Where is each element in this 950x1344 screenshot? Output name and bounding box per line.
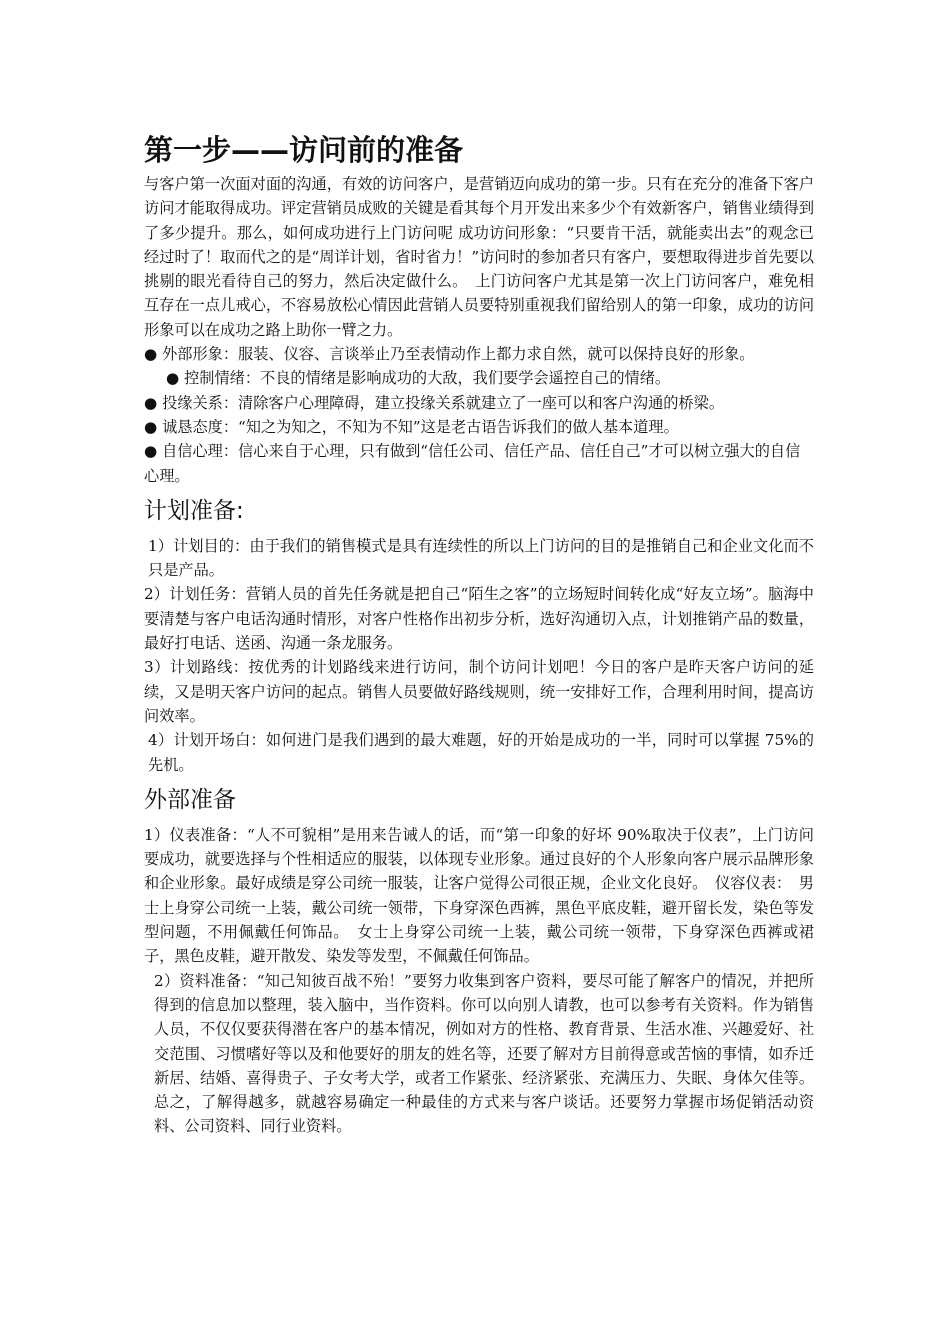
ext-item-materials: 2）资料准备：“知己知彼百战不殆！”要努力收集到客户资料，要尽可能了解客户的情况，并把所得到的信息加以整理，装入脑中，当作资料。你可以向别人请教，也可以参考有关资料。作为销售人员，不仅仅要获得潜在客户的基本情况，例如对方的性格、教育背景、生活水准、兴趣爱好、社交范围、习惯嗜好等以及和他要好的朋友的姓名等，还要了解对方目前得意或苦恼的事情，如乔迁新居、结婚、喜得贵子、子女考大学，或者工作紧张、经济紧张、充满压力、失眠、身体欠佳等。总之，了解得越多，就越容易确定一种最佳的方式来与客户谈话。还要努力掌握市场促销活动资料、公司资料、同行业资料。	[154, 971, 814, 1136]
bullet-emotion: ● 控制情绪：不良的情绪是影响成功的大敌，我们要学会遥控自己的情绪。	[166, 369, 671, 388]
bullet-appearance: ● 外部形象：服装、仪容、言谈举止乃至表情动作上都力求自然，就可以保持良好的形象。	[144, 345, 755, 364]
plan-item-opening: 4）计划开场白：如何进门是我们遇到的最大难题，好的开始是成功的一半，同时可以掌握 75%的先机。	[148, 731, 814, 774]
bullet-rapport: ● 投缘关系：清除客户心理障碍，建立投缘关系就建立了一座可以和客户沟通的桥梁。	[144, 393, 725, 412]
ext-item-appearance: 1）仪表准备：“人不可貌相”是用来告诫人的话，而“第一印象的好坏 90%取决于仪表”，上门访问要成功，就要选择与个性相适应的服装，以体现专业形象。通过良好的个人形象向客户展示品牌形象和企业形象。最好成绩是穿公司统一服装，让客户觉得公司很正规，企业文化良好。 仪容仪表： 男士上身穿公司统一上装，戴公司统一领带，下身穿深色西裤，黑色平底皮鞋，避开留长发，染色等发型问题，不用佩戴任何饰品。 女士上身穿公司统一上装，戴公司统一领带，下身穿深色西裤或裙子，黑色皮鞋，避开散发、染发等发型，不佩戴任何饰品。	[144, 825, 814, 966]
external-heading: 外部准备	[144, 786, 236, 813]
plan-item-purpose: 1）计划目的：由于我们的销售模式是具有连续性的所以上门访问的目的是推销自己和企业文化而不只是产品。	[148, 536, 814, 580]
plan-heading: 计划准备:	[144, 497, 244, 524]
page-title: 第一步——访问前的准备	[144, 133, 464, 167]
intro-paragraph: 与客户第一次面对面的沟通，有效的访问客户，是营销迈向成功的第一步。只有在充分的准备下客户访问才能取得成功。评定营销员成败的关键是看其每个月开发出来多少个有效新客户，销售业绩得到了多少提升。那么，如何成功进行上门访问呢 成功访问形象：“只要肯干活，就能卖出去”的观念已经过时了！取而代之的是“周详计划，省时省力！”访问时的参加者只有客户，要想取得进步首先要以挑剔的眼光看待自己的努力，然后决定做什么。 上门访问客户尤其是第一次上门访问客户，难免相互存在一点儿戒心，不容易放松心情因此营销人员要特别重视我们留给别人的第一印象，成功的访问形象可以在成功之路上助你一臂之力。	[144, 175, 814, 339]
plan-item-task: 2）计划任务：营销人员的首先任务就是把自己“陌生之客”的立场短时间转化成“好友立场”。脑海中要清楚与客户电话沟通时情形，对客户性格作出初步分析，选好沟通切入点，计划推销产品的数量，最好打电话、送函、沟通一条龙服务。	[144, 585, 814, 653]
document-page	[144, 128, 814, 1139]
plan-item-route: 3）计划路线：按优秀的计划路线来进行访问，制个访问计划吧！今日的客户是昨天客户访问的延续，又是明天客户访问的起点。销售人员要做好路线规则，统一安排好工作，合理利用时间，提高访问效率。	[144, 658, 814, 725]
bullet-confidence: ● 自信心理：信心来自于心理，只有做到“信任公司、信任产品、信任自己”才可以树立强大的自信心理。	[144, 442, 801, 485]
bullet-attitude: ● 诚恳态度：“知之为知之，不知为不知”这是老古语告诉我们的做人基本道理。	[144, 417, 679, 436]
